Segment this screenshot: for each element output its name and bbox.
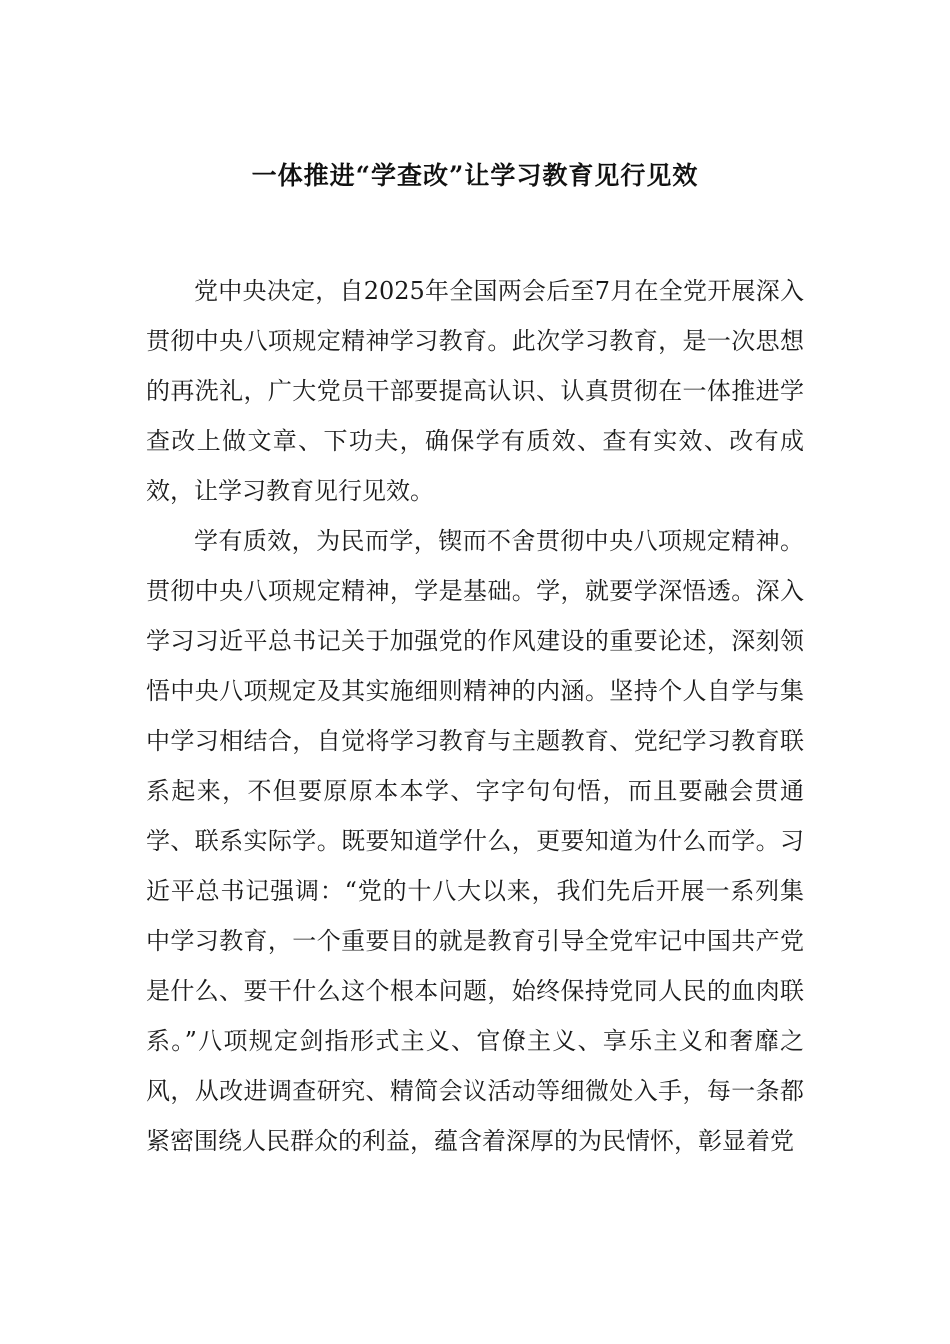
paragraph-2: 学有质效，为民而学，锲而不舍贯彻中央八项规定精神。贯彻中央八项规定精神，学是基础。学，就要学深悟透。深入学习习近平总书记关于加强党的作风建设的重要论述，深刻领悟中央八项规定及其实施细则精神的内涵。坚持个人自学与集中学习相结合，自觉将学习教育与主题教育、党纪学习教育联系起来，不但要原原本本学、字字句句悟，而且要融会贯通学、联系实际学。既要知道学什么，更要知道为什么而学。习近平总书记强调：“党的十八大以来，我们先后开展一系列集中学习教育，一个重要目的就是教育引导全党牢记中国共产党是什么、要干什么这个根本问题，始终保持党同人民的血肉联系。”八项规定剑指形式主义、官僚主义、享乐主义和奢靡之风，从改进调查研究、精简会议活动等细微处入手，每一条都紧密围绕人民群众的利益，蕴含着深厚的为民情怀，彰显着党 — [146, 527, 804, 1155]
paragraph-1: 党中央决定，自2025年全国两会后至7月在全党开展深入贯彻中央八项规定精神学习教育。此次学习教育，是一次思想的再洗礼，广大党员干部要提高认识、认真贯彻在一体推进学查改上做文章、下功夫，确保学有质效、查有实效、改有成效，让学习教育见行见效。 — [146, 277, 804, 505]
document-body — [146, 266, 804, 1166]
document-title: 一体推进“学查改”让学习教育见行见效 — [251, 161, 699, 190]
